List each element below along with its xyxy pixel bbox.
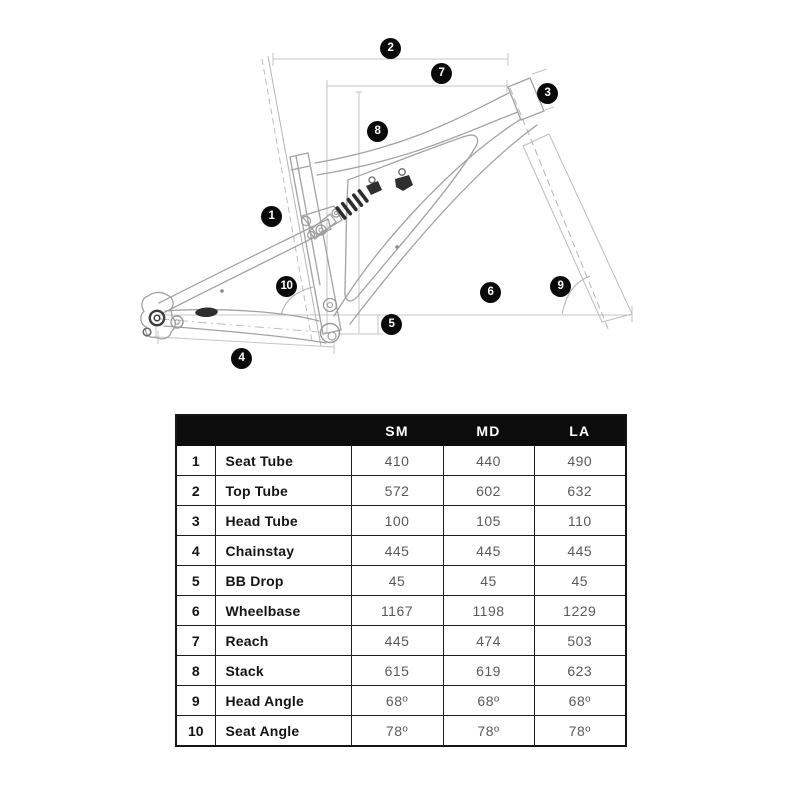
callout-9: 9: [550, 276, 571, 297]
callout-6: 6: [480, 282, 501, 303]
geometry-table: [175, 414, 627, 747]
row-label: Chainstay: [215, 536, 351, 566]
value-la: 490: [534, 446, 626, 476]
table-row: [176, 476, 626, 506]
front-triangle-cutout: [345, 135, 478, 301]
row-label: Seat Angle: [215, 716, 351, 747]
row-num: 1: [176, 446, 215, 476]
angle-reference-lines: [160, 56, 632, 346]
shock-coil: [337, 191, 367, 218]
callout-8: 8: [367, 121, 388, 142]
row-label: BB Drop: [215, 566, 351, 596]
seatpost-line: [296, 156, 320, 285]
header-spacer-label: [215, 415, 351, 446]
value-md: 45: [443, 566, 534, 596]
row-num: 5: [176, 566, 215, 596]
table-row: [176, 716, 626, 747]
row-label: Reach: [215, 626, 351, 656]
value-la: 445: [534, 536, 626, 566]
table-row: [176, 506, 626, 536]
value-sm: 100: [351, 506, 443, 536]
header-spacer-num: [176, 415, 215, 446]
table-row: [176, 686, 626, 716]
value-md: 474: [443, 626, 534, 656]
value-md: 602: [443, 476, 534, 506]
value-sm: 445: [351, 626, 443, 656]
value-md: 1198: [443, 596, 534, 626]
table-row: [176, 626, 626, 656]
row-num: 3: [176, 506, 215, 536]
value-sm: 68º: [351, 686, 443, 716]
table-row: [176, 596, 626, 626]
row-num: 4: [176, 536, 215, 566]
frame-tubes: [141, 78, 544, 343]
shock-upper-mount: [366, 181, 382, 195]
row-label: Head Tube: [215, 506, 351, 536]
value-md: 78º: [443, 716, 534, 747]
value-la: 68º: [534, 686, 626, 716]
chainstay-protector: [195, 307, 218, 317]
row-label: Head Angle: [215, 686, 351, 716]
callout-10: 10: [276, 276, 297, 297]
row-num: 6: [176, 596, 215, 626]
table-header-row: [176, 415, 626, 446]
dimension-lines: [156, 53, 632, 354]
col-header-md: MD: [443, 415, 534, 446]
value-md: 68º: [443, 686, 534, 716]
table-row: [176, 656, 626, 686]
value-la: 623: [534, 656, 626, 686]
col-header-la: LA: [534, 415, 626, 446]
callout-7: 7: [431, 63, 452, 84]
cable-guide: [395, 175, 413, 191]
value-sm: 615: [351, 656, 443, 686]
value-sm: 410: [351, 446, 443, 476]
value-sm: 45: [351, 566, 443, 596]
seat-tube: [290, 153, 341, 334]
row-label: Wheelbase: [215, 596, 351, 626]
row-num: 10: [176, 716, 215, 747]
row-label: Stack: [215, 656, 351, 686]
cable-guide-bolt: [399, 169, 405, 175]
callout-5: 5: [381, 314, 402, 335]
shock-upper-eyelet: [369, 177, 375, 183]
value-la: 78º: [534, 716, 626, 747]
row-label: Top Tube: [215, 476, 351, 506]
value-la: 632: [534, 476, 626, 506]
value-md: 440: [443, 446, 534, 476]
seat-collar: [291, 166, 310, 170]
table-row: [176, 566, 626, 596]
value-la: 45: [534, 566, 626, 596]
value-sm: 78º: [351, 716, 443, 747]
downtube-bolt: [395, 245, 399, 249]
pivot-circles: [143, 169, 405, 343]
chainstay-pivot: [171, 316, 183, 328]
down-tube-lower: [350, 125, 537, 324]
rear-axle: [150, 311, 164, 325]
value-sm: 572: [351, 476, 443, 506]
value-sm: 1167: [351, 596, 443, 626]
main-pivot: [324, 299, 337, 312]
row-num: 8: [176, 656, 215, 686]
callout-4: 4: [231, 348, 252, 369]
callout-3: 3: [537, 83, 558, 104]
value-la: 110: [534, 506, 626, 536]
col-header-sm: SM: [351, 415, 443, 446]
value-md: 445: [443, 536, 534, 566]
value-la: 503: [534, 626, 626, 656]
row-num: 7: [176, 626, 215, 656]
callout-1: 1: [261, 206, 282, 227]
value-sm: 445: [351, 536, 443, 566]
row-label: Seat Tube: [215, 446, 351, 476]
value-la: 1229: [534, 596, 626, 626]
callout-2: 2: [380, 38, 401, 59]
table-row: [176, 446, 626, 476]
value-md: 105: [443, 506, 534, 536]
row-num: 2: [176, 476, 215, 506]
value-md: 619: [443, 656, 534, 686]
chain-stay-lower: [164, 326, 326, 343]
table-row: [176, 536, 626, 566]
seat-stay-lower: [163, 229, 331, 313]
row-num: 9: [176, 686, 215, 716]
